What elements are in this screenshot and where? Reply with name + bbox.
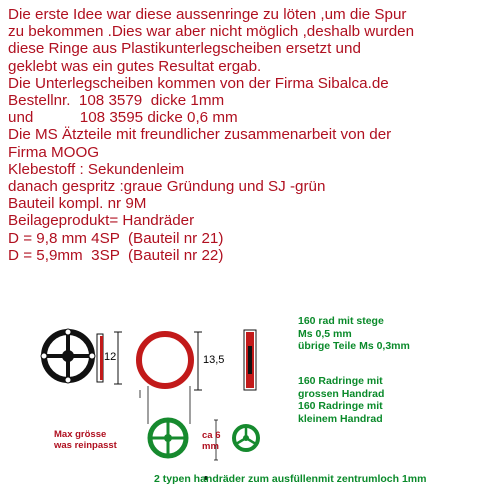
- text-line: Die Unterlegscheiben kommen von der Firma Sibalca.de: [8, 74, 389, 92]
- text-line: und 108 3595 dicke 0,6 mm: [8, 109, 238, 127]
- handwheel-types-note: 2 typen handräder zum ausfüllenmit zentrumloch 1mm: [154, 473, 427, 485]
- red-ring: [139, 334, 191, 386]
- text-line: Beilageprodukt= Handräder: [8, 212, 195, 230]
- dimension-13-5-label: 13,5: [203, 354, 225, 366]
- approx-6mm-note: ca 6 mm: [202, 430, 221, 452]
- text-line: Bestellnr. 108 3579 dicke 1mm: [8, 92, 225, 110]
- text-line: Die erste Idee war diese aussenringe zu löten ,um die Spur: [8, 6, 407, 23]
- small-handwheel-green: [234, 426, 258, 450]
- ring-profile: [244, 330, 256, 390]
- ring-side-red: [100, 336, 103, 380]
- text-line: zu bekommen .Dies war aber nicht möglich ,deshalb wurden: [8, 23, 415, 41]
- large-handwheel-green: [150, 420, 186, 456]
- text-line: Bauteil kompl. nr 9M: [8, 195, 147, 213]
- wheel-rings-note: 160 Radringe mit grossen Handrad 160 Radringe mit kleinem Handrad: [298, 375, 385, 425]
- text-line: D = 9,8 mm 4SP (Bauteil nr 21): [8, 229, 224, 247]
- max-size-note: Max grösse was reinpasst: [54, 429, 117, 451]
- text-line: danach gespritz :graue Gründung und SJ -grün: [8, 178, 326, 196]
- text-line: Klebestoff : Sekundenleim: [8, 160, 185, 178]
- text-line: geklebt was ein gutes Resultat ergab.: [8, 57, 262, 75]
- text-line: D = 5,9mm 3SP (Bauteil nr 22): [8, 246, 224, 264]
- text-line: Firma MOOG: [8, 143, 100, 161]
- wheel-spokes-note: 160 rad mit stege Ms 0,5 mm übrige Teile Ms 0,3mm: [298, 315, 410, 352]
- large-handwheel-black: [41, 329, 95, 383]
- dimension-12-label: 12: [104, 351, 117, 363]
- description-text: [8, 6, 474, 264]
- text-line: Die MS Ätzteile mit freundlicher zusammenarbeit von der: [8, 126, 392, 144]
- technical-drawing: [0, 315, 480, 494]
- text-line: diese Ringe aus Plastikunterlegscheiben ersetzt und: [8, 40, 361, 58]
